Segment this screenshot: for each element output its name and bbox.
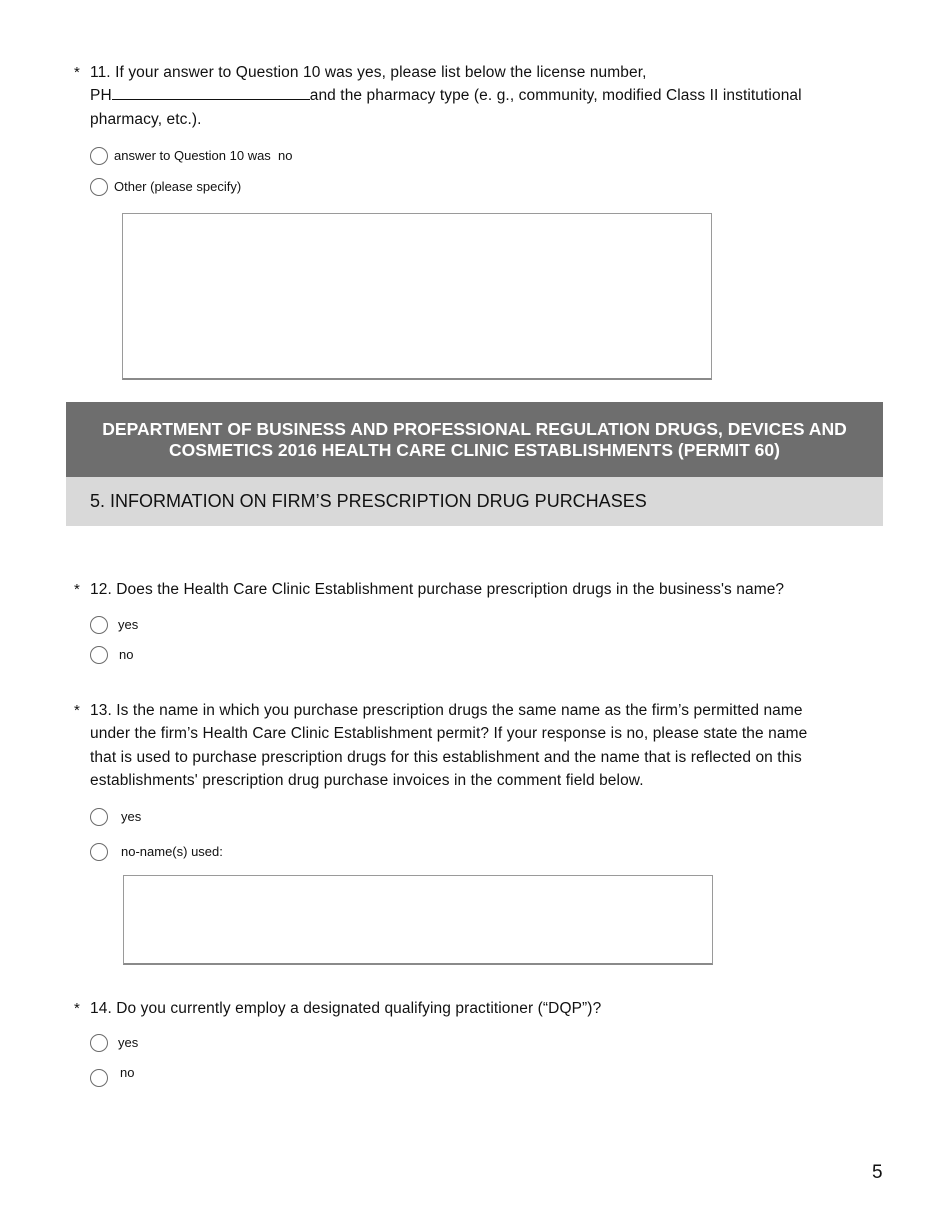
section-title-line-1: DEPARTMENT OF BUSINESS AND PROFESSIONAL REGULATION DRUGS, DEVICES AND [102,419,847,439]
question-11-line-2 [90,84,802,108]
q13-names-used-textarea[interactable] [123,875,713,965]
q12-option-no-label: no [119,647,134,662]
question-13-line-2: under the firm’s Health Care Clinic Establishment permit? If your response is no, please state the name [90,725,808,742]
q11-option-no-radio[interactable] [90,147,108,165]
question-12-text: 12. Does the Health Care Clinic Establishment purchase prescription drugs in the business's name? [90,581,785,598]
q14-option-no-radio[interactable] [90,1069,108,1087]
license-number-blank [112,85,310,100]
q14-option-no-label: no [120,1065,135,1080]
q12-option-yes-label: yes [118,617,139,632]
q11-option-other-radio[interactable] [90,178,108,196]
section-title-line-2: COSMETICS 2016 HEALTH CARE CLINIC ESTABLISHMENTS (PERMIT 60) [169,440,780,460]
q14-option-yes-label: yes [118,1035,139,1050]
q13-option-no-label: no-name(s) used: [121,844,223,859]
question-11-line-1: 11. If your answer to Question 10 was yes, please list below the license number, [90,64,647,81]
page-number: 5 [872,1162,883,1183]
question-13-line-1: 13. Is the name in which you purchase prescription drugs the same name as the firm’s permitted name [90,702,803,719]
required-marker: * [74,1000,80,1017]
question-14-text: 14. Do you currently employ a designated qualifying practitioner (“DQP”)? [90,1000,602,1017]
q12-option-no-radio[interactable] [90,646,108,664]
question-13-line-3: that is used to purchase prescription drugs for this establishment and the name that is reflected on this [90,749,802,766]
q12-option-yes-radio[interactable] [90,616,108,634]
required-marker: * [74,64,80,81]
license-prefix: PH [90,87,112,104]
q13-option-yes-label: yes [121,809,142,824]
section-header [66,402,883,477]
question-13-line-4: establishments' prescription drug purchase invoices in the comment field below. [90,772,644,789]
q14-option-yes-radio[interactable] [90,1034,108,1052]
q13-option-no-radio[interactable] [90,843,108,861]
required-marker: * [74,581,80,598]
section-subheader: 5. INFORMATION ON FIRM’S PRESCRIPTION DRUG PURCHASES [66,477,883,526]
q11-option-no-label: answer to Question 10 was no [114,148,293,163]
question-11-line-3: pharmacy, etc.). [90,111,202,128]
q11-other-specify-textarea[interactable] [122,213,712,380]
question-11-line-2-text: and the pharmacy type (e. g., community, modified Class II institutional [309,87,802,104]
required-marker: * [74,702,80,719]
q11-option-other-label: Other (please specify) [114,179,242,194]
q13-option-yes-radio[interactable] [90,808,108,826]
